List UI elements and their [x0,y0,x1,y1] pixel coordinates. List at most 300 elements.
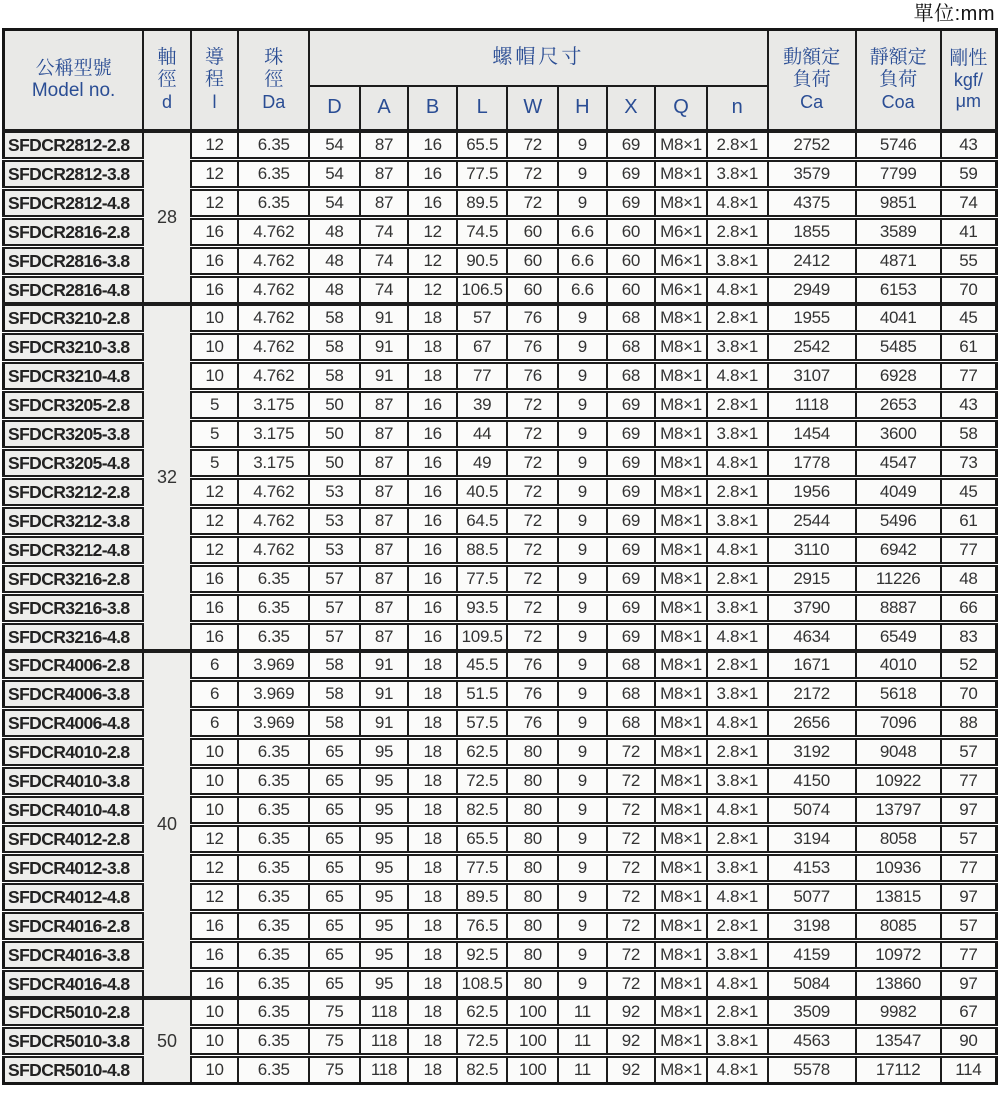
col-header-X: X [607,86,656,131]
data-cell: 3.8×1 [707,941,768,970]
data-cell: 77 [457,362,508,391]
shaft-diameter-cell: 50 [143,998,191,1084]
data-cell: 74 [360,218,409,247]
model-cell: SFDCR4010-4.8 [4,796,144,825]
data-cell: 48 [309,276,360,305]
data-cell: 87 [360,565,409,594]
data-cell: 49 [457,449,508,478]
data-cell: 97 [941,883,997,912]
data-cell: 12 [191,478,239,507]
model-cell: SFDCR4016-4.8 [4,970,144,999]
data-cell: 57 [941,825,997,854]
data-cell: 6.35 [238,825,309,854]
data-cell: M6×1 [655,247,707,276]
data-cell: 18 [408,333,457,362]
data-cell: M8×1 [655,883,707,912]
data-cell: 5077 [768,883,856,912]
model-cell: SFDCR5010-3.8 [4,1027,144,1056]
data-cell: 51.5 [457,680,508,709]
data-cell: 12 [191,507,239,536]
model-cell: SFDCR4010-2.8 [4,738,144,767]
data-cell: 91 [360,651,409,680]
data-cell: 9851 [856,189,941,218]
data-cell: 4634 [768,623,856,652]
model-cell: SFDCR3212-4.8 [4,536,144,565]
data-cell: 3.969 [238,680,309,709]
data-cell: 2544 [768,507,856,536]
data-cell: 2.8×1 [707,738,768,767]
data-cell: 57 [457,304,508,333]
col-header-W: W [507,86,558,131]
data-cell: 61 [941,507,997,536]
data-cell: 9 [558,854,607,883]
data-cell: 16 [191,247,239,276]
data-cell: 76 [507,651,558,680]
data-cell: 65 [309,825,360,854]
data-cell: 10 [191,304,239,333]
data-cell: 118 [360,998,409,1027]
data-cell: 9 [558,796,607,825]
data-cell: 10 [191,998,239,1027]
data-cell: 6.6 [558,247,607,276]
data-cell: 3.175 [238,391,309,420]
data-cell: 69 [607,131,656,160]
data-cell: 3194 [768,825,856,854]
col-header-D: D [309,86,360,131]
data-cell: 80 [507,854,558,883]
data-cell: M8×1 [655,420,707,449]
data-cell: 4.762 [238,276,309,305]
data-cell: 16 [191,276,239,305]
model-cell: SFDCR2816-4.8 [4,276,144,305]
data-cell: 18 [408,796,457,825]
data-cell: 3.8×1 [707,247,768,276]
data-cell: M8×1 [655,391,707,420]
data-cell: 3110 [768,536,856,565]
data-cell: 4.8×1 [707,970,768,999]
data-cell: 53 [309,536,360,565]
model-cell: SFDCR5010-2.8 [4,998,144,1027]
data-cell: 16 [191,970,239,999]
col-header-static-load: 靜額定 負荷 Coa [856,30,941,132]
data-cell: 87 [360,536,409,565]
data-cell: 5496 [856,507,941,536]
data-cell: 9 [558,304,607,333]
data-cell: 4.762 [238,478,309,507]
data-cell: 9 [558,565,607,594]
data-cell: 40.5 [457,478,508,507]
data-cell: 12 [408,218,457,247]
data-cell: 3.8×1 [707,507,768,536]
data-cell: 69 [607,420,656,449]
data-cell: 91 [360,709,409,738]
spec-table [2,28,998,1085]
data-cell: 2.8×1 [707,478,768,507]
data-cell: 100 [507,998,558,1027]
data-cell: 18 [408,651,457,680]
data-cell: 65.5 [457,131,508,160]
data-cell: 6 [191,709,239,738]
data-cell: 88 [941,709,997,738]
data-cell: 9 [558,160,607,189]
data-cell: M8×1 [655,767,707,796]
data-cell: 69 [607,565,656,594]
data-cell: 16 [408,131,457,160]
data-cell: 82.5 [457,796,508,825]
data-cell: 58 [309,333,360,362]
data-cell: 67 [941,998,997,1027]
data-cell: 18 [408,362,457,391]
data-cell: 2.8×1 [707,825,768,854]
model-cell: SFDCR4016-3.8 [4,941,144,970]
data-cell: 11226 [856,565,941,594]
data-cell: 10936 [856,854,941,883]
data-cell: M8×1 [655,998,707,1027]
data-cell: 65 [309,854,360,883]
data-cell: 72 [507,420,558,449]
data-cell: 8058 [856,825,941,854]
data-cell: 10 [191,362,239,391]
data-cell: 4.8×1 [707,796,768,825]
data-cell: 76 [507,304,558,333]
data-cell: 65 [309,796,360,825]
data-cell: 91 [360,362,409,391]
data-cell: 77.5 [457,160,508,189]
data-cell: 108.5 [457,970,508,999]
model-cell: SFDCR4006-3.8 [4,680,144,709]
data-cell: 18 [408,680,457,709]
model-cell: SFDCR4006-2.8 [4,651,144,680]
data-cell: 9 [558,651,607,680]
data-cell: M8×1 [655,623,707,652]
data-cell: 10 [191,738,239,767]
col-header-rigidity: 剛性 kgf/ μm [941,30,997,132]
data-cell: 87 [360,449,409,478]
data-cell: 80 [507,912,558,941]
data-cell: M6×1 [655,276,707,305]
data-cell: 92 [607,998,656,1027]
data-cell: 89.5 [457,189,508,218]
data-cell: 4.8×1 [707,709,768,738]
data-cell: 2.8×1 [707,998,768,1027]
data-cell: 57 [309,623,360,652]
data-cell: 16 [191,941,239,970]
model-cell: SFDCR4006-4.8 [4,709,144,738]
data-cell: 4159 [768,941,856,970]
data-cell: 50 [309,391,360,420]
data-cell: 93.5 [457,594,508,623]
data-cell: 68 [607,304,656,333]
data-cell: 13797 [856,796,941,825]
col-header-B: B [408,86,457,131]
data-cell: 3.175 [238,449,309,478]
data-cell: 45 [941,478,997,507]
model-cell: SFDCR3216-3.8 [4,594,144,623]
data-cell: M8×1 [655,912,707,941]
data-cell: 95 [360,883,409,912]
data-cell: 8085 [856,912,941,941]
data-cell: 18 [408,912,457,941]
data-cell: 72 [507,449,558,478]
data-cell: M8×1 [655,680,707,709]
col-header-lead: 導 程 l [191,30,239,132]
model-cell: SFDCR4012-2.8 [4,825,144,854]
data-cell: 97 [941,796,997,825]
data-cell: 9 [558,767,607,796]
data-cell: 74 [360,276,409,305]
data-cell: 57 [941,912,997,941]
data-cell: 4.762 [238,304,309,333]
model-cell: SFDCR3212-3.8 [4,507,144,536]
data-cell: 16 [408,594,457,623]
data-cell: 13547 [856,1027,941,1056]
data-cell: 9 [558,420,607,449]
data-cell: 9048 [856,738,941,767]
model-cell: SFDCR4016-2.8 [4,912,144,941]
data-cell: 58 [309,651,360,680]
data-cell: 58 [309,304,360,333]
data-cell: 6 [191,651,239,680]
data-cell: 9 [558,536,607,565]
col-header-model-en: Model no. [31,80,116,101]
data-cell: 45 [941,304,997,333]
data-cell: 8887 [856,594,941,623]
data-cell: 16 [408,189,457,218]
data-cell: 68 [607,680,656,709]
data-cell: 69 [607,391,656,420]
data-cell: 69 [607,449,656,478]
data-cell: 6.35 [238,998,309,1027]
data-cell: 89.5 [457,883,508,912]
data-cell: 3.8×1 [707,594,768,623]
data-cell: 2.8×1 [707,912,768,941]
data-cell: 4.8×1 [707,623,768,652]
data-cell: 2542 [768,333,856,362]
data-cell: 67 [457,333,508,362]
model-cell: SFDCR3210-2.8 [4,304,144,333]
data-cell: 5578 [768,1056,856,1084]
col-header-shaft-diameter: 軸 徑 d [143,30,191,132]
data-cell: 60 [507,276,558,305]
data-cell: 18 [408,1027,457,1056]
data-cell: 4.762 [238,247,309,276]
data-cell: 2.8×1 [707,651,768,680]
data-cell: 2.8×1 [707,391,768,420]
table-row [4,131,997,160]
data-cell: 6.35 [238,738,309,767]
data-cell: 16 [408,391,457,420]
model-cell: SFDCR4010-3.8 [4,767,144,796]
data-cell: 16 [408,420,457,449]
data-cell: 65 [309,941,360,970]
data-cell: 1118 [768,391,856,420]
data-cell: 13815 [856,883,941,912]
data-cell: 44 [457,420,508,449]
unit-label: 單位:mm [913,3,995,25]
model-cell: SFDCR3205-4.8 [4,449,144,478]
data-cell: 16 [408,623,457,652]
data-cell: 6.35 [238,565,309,594]
data-cell: 91 [360,680,409,709]
data-cell: 4375 [768,189,856,218]
data-cell: 65 [309,883,360,912]
data-cell: 9 [558,738,607,767]
data-cell: 5 [191,420,239,449]
data-cell: 62.5 [457,738,508,767]
data-cell: 72 [507,131,558,160]
data-cell: 75 [309,998,360,1027]
data-cell: 4049 [856,478,941,507]
data-cell: 77.5 [457,565,508,594]
data-cell: 16 [191,594,239,623]
data-cell: 3.8×1 [707,420,768,449]
data-cell: 80 [507,738,558,767]
data-cell: 76 [507,680,558,709]
data-cell: 90.5 [457,247,508,276]
data-cell: 74 [941,189,997,218]
data-cell: 12 [191,883,239,912]
model-cell: SFDCR2812-3.8 [4,160,144,189]
data-cell: M8×1 [655,796,707,825]
data-cell: 80 [507,767,558,796]
data-cell: 4.8×1 [707,1056,768,1084]
data-cell: 4010 [856,651,941,680]
data-cell: 57.5 [457,709,508,738]
data-cell: 6 [191,680,239,709]
data-cell: 92 [607,1056,656,1084]
data-cell: 77 [941,941,997,970]
data-cell: 5618 [856,680,941,709]
data-cell: 70 [941,276,997,305]
data-cell: 4871 [856,247,941,276]
data-cell: 1671 [768,651,856,680]
data-cell: 95 [360,825,409,854]
data-cell: 65 [309,912,360,941]
data-cell: 9 [558,883,607,912]
data-cell: 95 [360,912,409,941]
data-cell: 87 [360,131,409,160]
data-cell: 2.8×1 [707,131,768,160]
data-cell: 48 [309,247,360,276]
data-cell: 6.35 [238,796,309,825]
data-cell: M8×1 [655,1056,707,1084]
data-cell: 69 [607,160,656,189]
data-cell: 9 [558,912,607,941]
data-cell: M8×1 [655,131,707,160]
data-cell: 77 [941,362,997,391]
data-cell: 3.8×1 [707,1027,768,1056]
data-cell: 72 [507,507,558,536]
table-row [4,651,997,680]
data-cell: 69 [607,478,656,507]
data-cell: M8×1 [655,449,707,478]
data-cell: 54 [309,160,360,189]
data-cell: 68 [607,362,656,391]
col-header-dynamic-load: 動額定 負荷 Ca [768,30,856,132]
data-cell: 1955 [768,304,856,333]
data-cell: 9 [558,594,607,623]
data-cell: 87 [360,623,409,652]
data-cell: 72 [507,594,558,623]
data-cell: 80 [507,796,558,825]
data-cell: 18 [408,825,457,854]
data-cell: 68 [607,709,656,738]
data-cell: 2412 [768,247,856,276]
data-cell: 95 [360,941,409,970]
data-cell: 10 [191,1056,239,1084]
data-cell: 106.5 [457,276,508,305]
data-cell: 95 [360,767,409,796]
spec-table-body [4,131,997,1084]
data-cell: 3.8×1 [707,854,768,883]
data-cell: 2.8×1 [707,565,768,594]
data-cell: 95 [360,796,409,825]
data-cell: 3.969 [238,651,309,680]
data-cell: 16 [408,507,457,536]
data-cell: 72 [607,854,656,883]
data-cell: 9 [558,478,607,507]
shaft-diameter-cell: 28 [143,131,191,304]
data-cell: 6.6 [558,276,607,305]
data-cell: M8×1 [655,304,707,333]
data-cell: 72 [607,941,656,970]
data-cell: 6.35 [238,1027,309,1056]
data-cell: 76 [507,333,558,362]
data-cell: 6549 [856,623,941,652]
data-cell: 87 [360,160,409,189]
model-cell: SFDCR3216-2.8 [4,565,144,594]
data-cell: M8×1 [655,536,707,565]
data-cell: 75 [309,1027,360,1056]
data-cell: 18 [408,970,457,999]
data-cell: M8×1 [655,507,707,536]
data-cell: 11 [558,1056,607,1084]
data-cell: 4150 [768,767,856,796]
data-cell: 10922 [856,767,941,796]
data-cell: 18 [408,738,457,767]
data-cell: 16 [408,478,457,507]
data-cell: 17112 [856,1056,941,1084]
data-cell: 4.8×1 [707,362,768,391]
data-cell: 57 [941,738,997,767]
data-cell: 72 [507,623,558,652]
data-cell: 50 [309,449,360,478]
data-cell: 2915 [768,565,856,594]
data-cell: M8×1 [655,333,707,362]
data-cell: 10 [191,1027,239,1056]
data-cell: 4153 [768,854,856,883]
data-cell: 82.5 [457,1056,508,1084]
data-cell: 58 [309,709,360,738]
data-cell: M8×1 [655,594,707,623]
model-cell: SFDCR3210-3.8 [4,333,144,362]
data-cell: 109.5 [457,623,508,652]
data-cell: M8×1 [655,478,707,507]
data-cell: 9 [558,941,607,970]
data-cell: 16 [408,449,457,478]
data-cell: 6153 [856,276,941,305]
data-cell: 1778 [768,449,856,478]
data-cell: M8×1 [655,970,707,999]
data-cell: 69 [607,594,656,623]
data-cell: 3.8×1 [707,160,768,189]
data-cell: 5084 [768,970,856,999]
data-cell: 10972 [856,941,941,970]
data-cell: 72 [507,189,558,218]
col-header-L: L [457,86,508,131]
data-cell: 12 [191,854,239,883]
data-cell: 70 [941,680,997,709]
